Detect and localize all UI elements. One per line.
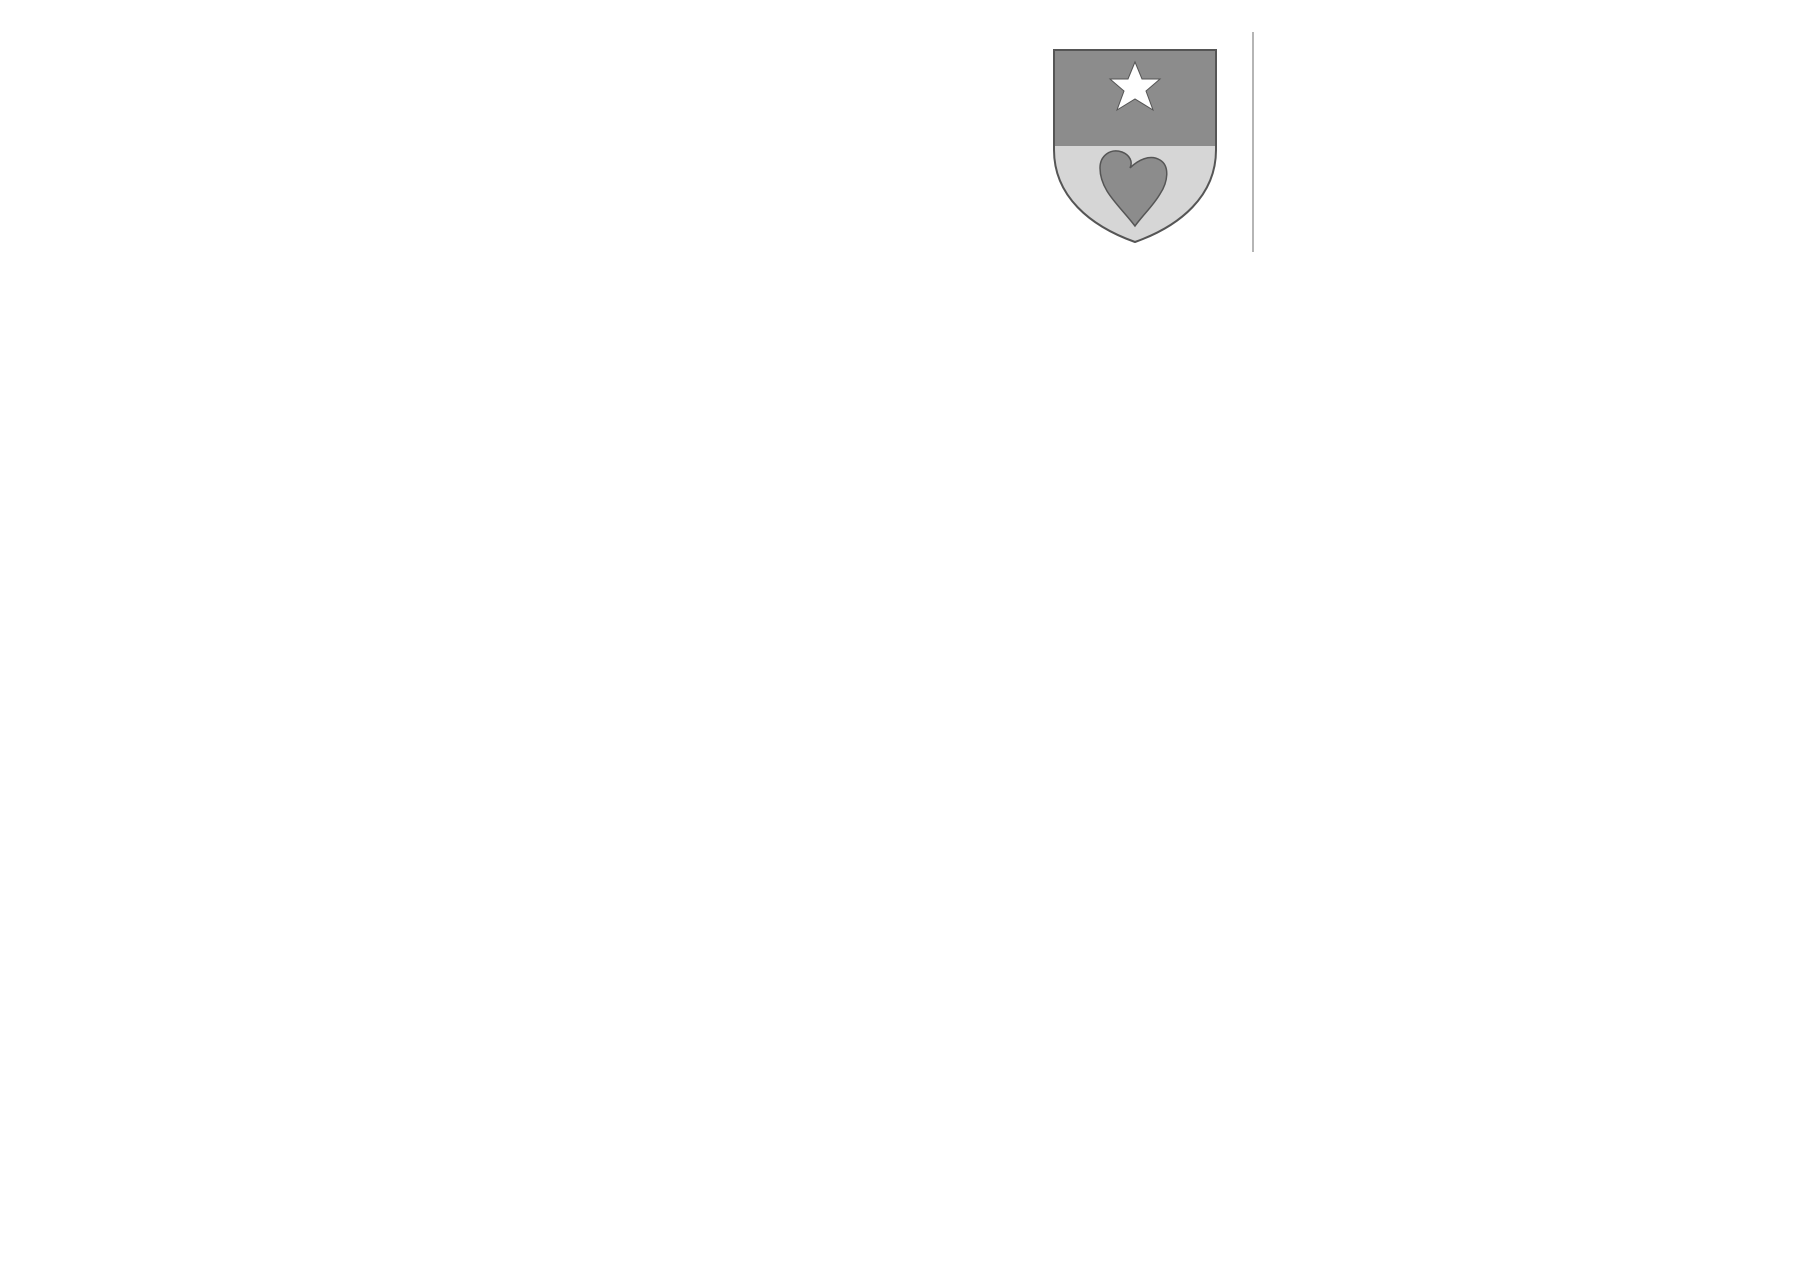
logo-divider bbox=[1252, 32, 1254, 252]
coat-of-arms-icon bbox=[1050, 46, 1220, 246]
